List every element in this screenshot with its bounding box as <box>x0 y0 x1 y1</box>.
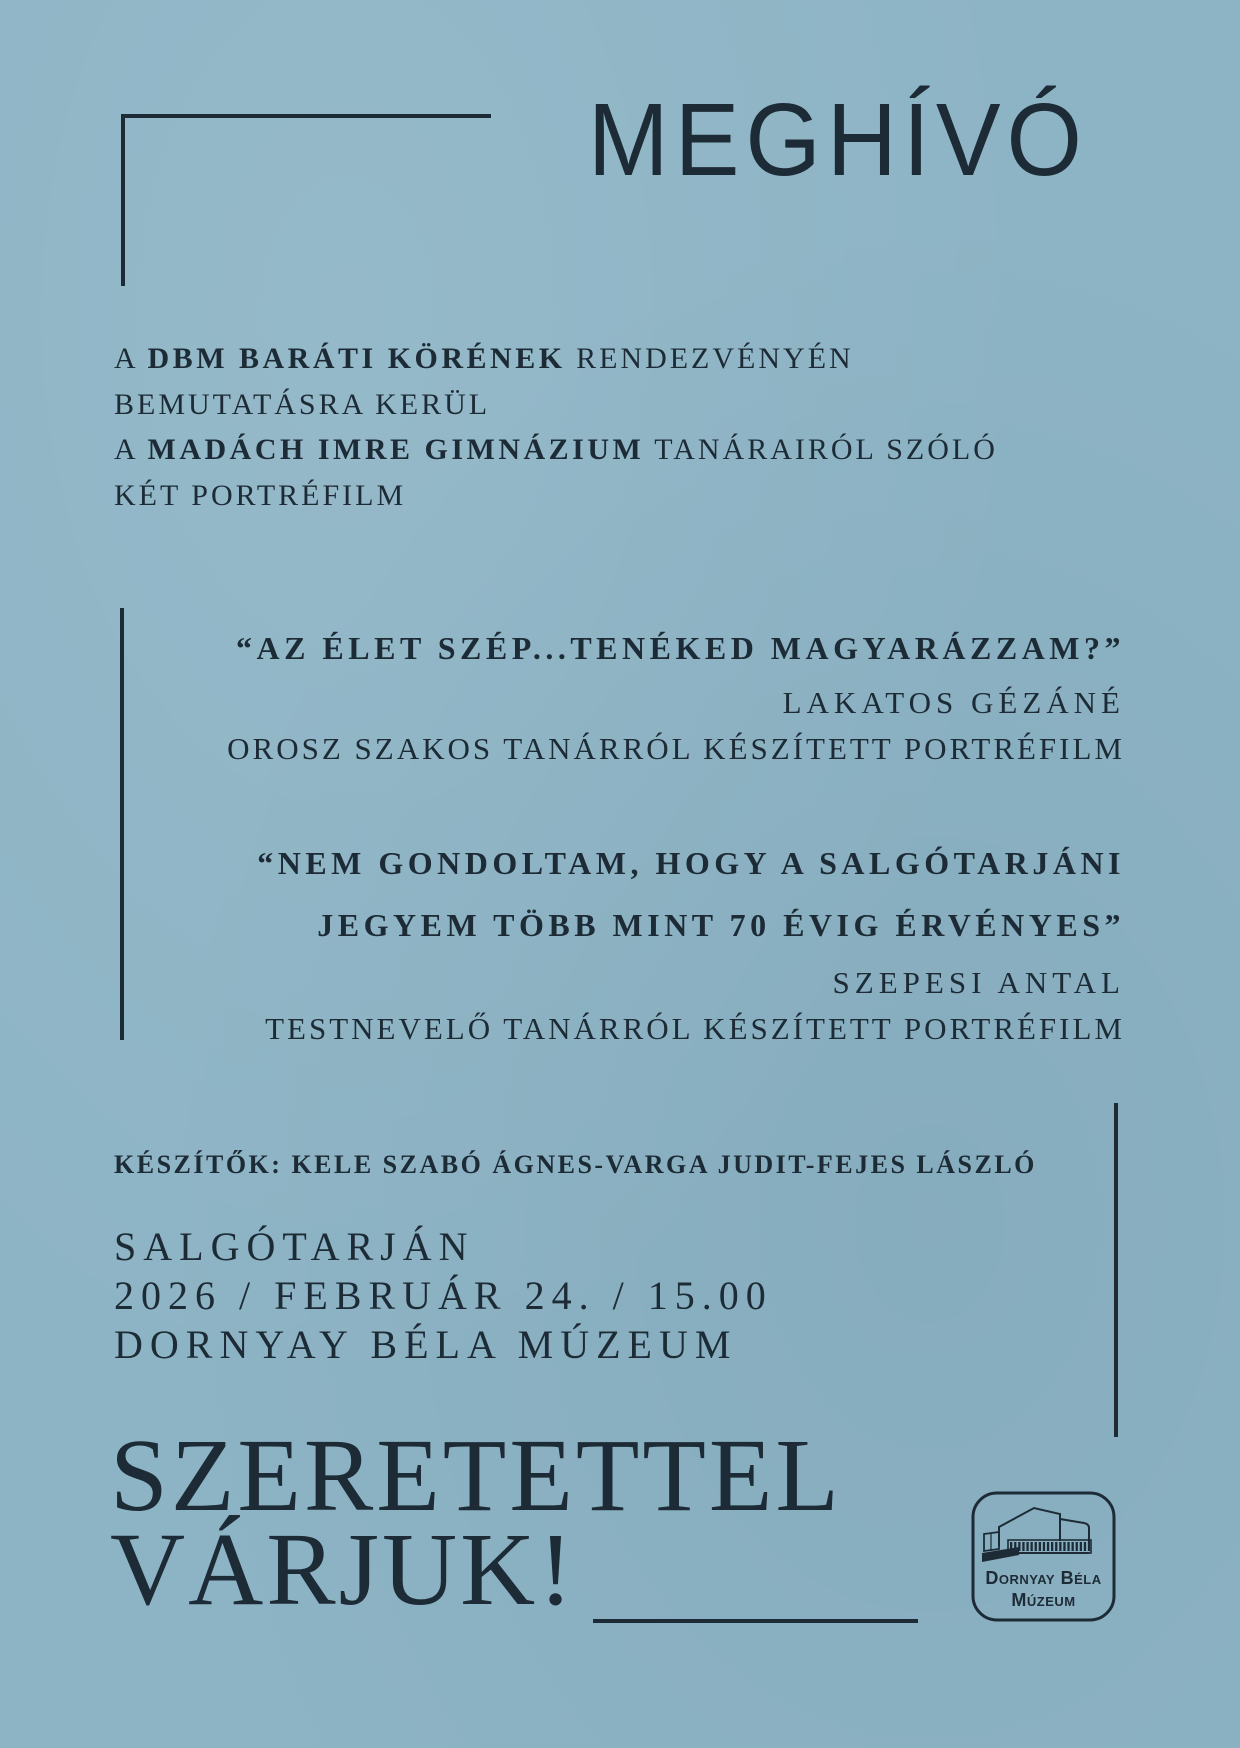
films-left-rule <box>120 608 124 1040</box>
intro-line-1-bold: DBM BARÁTI KÖRÉNEK <box>147 342 566 375</box>
film-2-title-line-1: “NEM GONDOLTAM, HOGY A SALGÓTARJÁNI <box>257 845 1125 881</box>
event-details <box>114 1222 773 1369</box>
film-1-title-line-1: “AZ ÉLET SZÉP...TENÉKED MAGYARÁZZAM?” <box>235 630 1125 666</box>
closing-underline-rule <box>593 1619 918 1623</box>
museum-logo-name-line-1: Dornyay Béla <box>985 1568 1102 1588</box>
film-2-title <box>170 832 1125 956</box>
film-2-subject: SZEPESI ANTAL <box>832 965 1125 1000</box>
film-2-title-line-2: JEGYEM TÖBB MINT 70 ÉVIG ÉRVÉNYES” <box>317 907 1125 943</box>
film-1-title <box>170 620 1125 676</box>
credits-line <box>114 1142 1037 1188</box>
credits-label: KÉSZÍTŐK: <box>114 1150 283 1179</box>
intro-line-1 <box>114 336 998 382</box>
film-2-description: TESTNEVELŐ TANÁRRÓL KÉSZÍTETT PORTRÉFILM <box>265 1011 1125 1046</box>
museum-logo-text <box>969 1567 1118 1611</box>
intro-line-2: BEMUTATÁSRA KERÜL <box>114 387 491 421</box>
credits-names: KELE SZABÓ ÁGNES-VARGA JUDIT-FEJES LÁSZLÓ <box>291 1150 1037 1179</box>
closing-message <box>110 1418 842 1627</box>
intro-line-1-suffix: RENDEZVÉNYÉN <box>565 342 854 375</box>
museum-logo-name-line-2: Múzeum <box>1011 1590 1076 1610</box>
intro-line-3-suffix: TANÁRAIRÓL SZÓLÓ <box>644 433 998 466</box>
intro-line-3 <box>114 427 998 473</box>
intro-line-3-prefix: A <box>114 433 148 466</box>
intro-line-4: KÉT PORTRÉFILM <box>114 478 407 512</box>
film-2-block <box>170 832 1125 1052</box>
film-1-subject: LAKATOS GÉZÁNÉ <box>782 685 1125 720</box>
top-left-corner-rule <box>121 114 491 286</box>
poster-title: MEGHÍVÓ <box>587 81 1088 198</box>
intro-line-1-prefix: A <box>114 342 148 375</box>
film-1-description: OROSZ SZAKOS TANÁRRÓL KÉSZÍTETT PORTRÉFILM <box>227 731 1125 766</box>
event-venue: DORNYAY BÉLA MÚZEUM <box>114 1322 738 1367</box>
details-right-rule <box>1114 1103 1118 1437</box>
closing-line-1: SZERETETTEL <box>110 1418 842 1533</box>
museum-logo <box>969 1489 1118 1624</box>
intro-text <box>114 336 998 518</box>
intro-line-3-bold: MADÁCH IMRE GIMNÁZIUM <box>147 433 645 466</box>
film-1-block <box>170 620 1125 772</box>
closing-line-2: VÁRJUK! <box>110 1512 576 1627</box>
event-city: SALGÓTARJÁN <box>114 1224 475 1269</box>
event-datetime: 2026 / FEBRUÁR 24. / 15.00 <box>114 1273 773 1318</box>
